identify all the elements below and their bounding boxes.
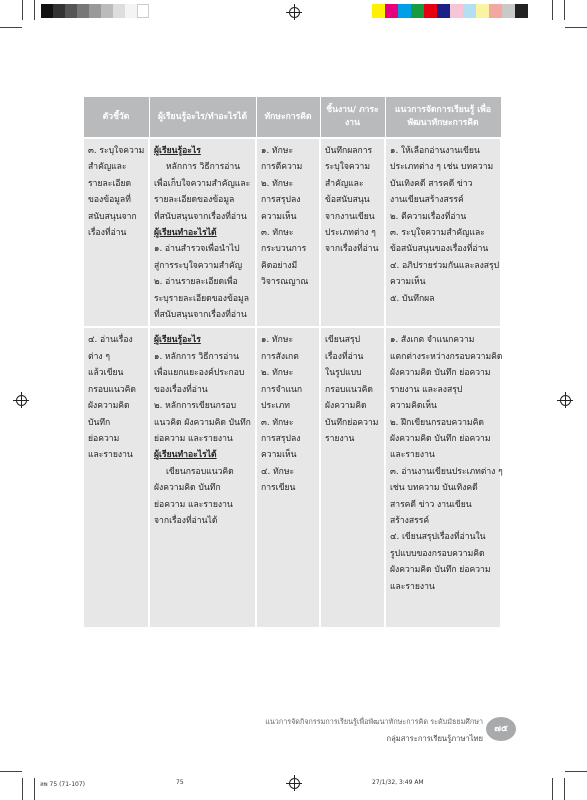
cell-thinking-skill — [256, 327, 320, 628]
cell-line: ผังความคิด — [88, 401, 130, 412]
cell-line: ย่อความ — [88, 433, 120, 444]
cell-line: และรายงาน — [390, 581, 435, 592]
page-number-badge: ๗๕ — [486, 717, 516, 741]
slug-date: 27/1/32, 3:49 AM — [372, 779, 424, 786]
cell-line: ๓. ทักษะ — [261, 228, 294, 239]
cell-line: ๓. อ่านงานเขียนประเภทต่าง ๆ — [390, 466, 503, 477]
cell-line: ความเห็น — [390, 277, 426, 288]
cell-line: ที่สนับสนุนจากเรื่องที่อ่าน — [154, 211, 247, 222]
cell-line: การสรุปลง — [261, 433, 301, 444]
header-work: ชิ้นงาน/ ภาระงาน — [320, 97, 385, 139]
cell-line: ที่สนับสนุนจากเรื่องที่อ่าน — [154, 310, 247, 321]
cell-line: เพื่อแยกแยะองค์ประกอบ — [154, 368, 245, 379]
slug-file: ลพ 75 (71-107) — [40, 781, 86, 788]
cell-indicator — [83, 327, 149, 628]
cell-line: สารคดี ข่าว งานเขียน — [390, 499, 472, 510]
cell-line: ๑. หลักการ วิธีการอ่าน — [154, 351, 240, 362]
cell-line: เรื่องที่อ่าน — [88, 228, 127, 239]
cell-line: กระบวนการ — [261, 244, 307, 255]
cell-line: ผู้เรียนทำอะไรได้ — [154, 228, 217, 239]
cell-line: บันทึกผลการ — [325, 146, 373, 156]
cell-line: ๑. สังเกต จำแนกความ — [390, 335, 475, 346]
cell-line: สำคัญและ — [325, 178, 364, 189]
cell-line: การสังเกต — [261, 351, 299, 362]
cell-line: การจำแนก — [261, 384, 303, 395]
cell-line: ๔. อภิปรายร่วมกันและลงสรุป — [390, 260, 500, 271]
cell-line: แตกต่างระหว่างกรอบความคิด — [390, 351, 503, 362]
cell-line: ระบุใจความ — [325, 162, 370, 173]
cell-line: กรอบแนวคิด — [325, 384, 374, 395]
cell-line: แนวคิด ผังความคิด บันทึก — [154, 417, 251, 428]
cell-line: รายละเอียดของข้อมูล — [154, 195, 235, 206]
cell-line: ข้อสนับสนุน — [325, 195, 370, 206]
cell-line: เรื่องที่อ่าน — [325, 351, 364, 362]
registration-mark-icon — [557, 392, 573, 408]
table-row — [83, 327, 501, 628]
cell-line: ผู้เรียนรู้อะไร — [154, 335, 201, 346]
cell-line: จากเรื่องที่อ่านได้ — [154, 515, 218, 526]
cell-line: ผู้เรียนรู้อะไร — [154, 146, 201, 156]
cell-line: ๒. ทักษะ — [261, 368, 294, 379]
cell-line: บันทึก — [88, 417, 111, 428]
table-header-row — [83, 97, 501, 139]
cell-line: ๒. อ่านรายละเอียดเพื่อ — [154, 277, 238, 288]
cell-line: สู่การระบุใจความสำคัญ — [154, 260, 243, 271]
cell-line: ๕. บันทึกผล — [390, 293, 435, 304]
cell-line: ๑. ทักษะ — [261, 335, 294, 346]
cell-line: ๔. ทักษะ — [261, 466, 295, 477]
registration-mark-icon — [286, 4, 302, 20]
cell-line: สำคัญและ — [88, 162, 127, 173]
cell-line: เพื่อเก็บใจความสำคัญและ — [154, 178, 251, 189]
table-row — [83, 138, 501, 327]
cell-line: ข้อสนับสนุนของเรื่องที่อ่าน — [390, 244, 489, 255]
cell-line: งานเขียนสร้างสรรค์ — [390, 195, 464, 206]
cell-thinking-skill — [256, 138, 320, 327]
cell-line: ๔. เขียนสรุปเรื่องที่อ่านใน — [390, 532, 486, 543]
cell-approach — [385, 327, 501, 628]
cell-line: เขียนกรอบแนวคิด — [166, 466, 234, 477]
cell-line: ผังความคิด บันทึก ย่อความ — [390, 565, 491, 576]
cell-line: และรายงาน — [88, 450, 133, 461]
cell-line: รายงาน และลงสรุป — [390, 384, 463, 395]
header-indicator: ตัวชี้วัด — [83, 97, 149, 139]
header-thinking-skill: ทักษะการคิด — [256, 97, 320, 139]
footer-subject: กลุ่มสาระการเรียนรู้ภาษาไทย — [386, 734, 483, 743]
header-learning: ผู้เรียนรู้อะไร/ทำอะไรได้ — [149, 97, 256, 139]
cell-line: รูปแบบของกรอบความคิด — [390, 548, 485, 559]
indicator-table — [82, 96, 502, 629]
cell-line: สนับสนุนจาก — [88, 211, 137, 222]
cell-line: ผังความคิด บันทึก — [154, 483, 221, 494]
cell-line: ๒. ทักษะ — [261, 178, 294, 189]
cell-work — [320, 138, 385, 327]
cell-line: การสรุปลง — [261, 195, 301, 206]
cell-line: คิดอย่างมี — [261, 260, 298, 271]
cell-learning — [149, 138, 256, 327]
cell-line: ๓. ทักษะ — [261, 417, 294, 428]
registration-mark-icon — [286, 775, 302, 791]
cell-line: สร้างสรรค์ — [390, 515, 430, 526]
cell-line: ประเภทต่าง ๆ เช่น บทความ — [390, 162, 494, 173]
cell-line: ผังความคิด บันทึก ย่อความ — [390, 433, 491, 444]
cell-line: ของเรื่องที่อ่าน — [154, 384, 208, 395]
cell-line: ผังความคิด — [325, 401, 367, 412]
cell-line: บันเทิงคดี สารคดี ข่าว — [390, 178, 473, 189]
cell-line: ย่อความ และรายงาน — [154, 433, 233, 444]
cell-line: ในรูปแบบ — [325, 368, 362, 379]
cell-line: จากงานเขียน — [325, 211, 375, 222]
cell-line: ประเภทต่าง ๆ — [325, 228, 376, 239]
footer-book-title: แนวการจัดกิจกรรมการเรียนรู้เพื่อพัฒนาทักษะการคิด ระดับมัธยมศึกษา — [265, 717, 483, 726]
cell-line: ความเห็น — [261, 211, 297, 222]
cell-approach — [385, 138, 501, 327]
cell-line: ย่อความ และรายงาน — [154, 499, 233, 510]
cell-line: การเขียน — [261, 483, 296, 494]
cell-line: ๑. อ่านสำรวจเพื่อนำไป — [154, 244, 240, 255]
cell-indicator — [83, 138, 149, 327]
header-approach: แนวการจัดการเรียนรู้ เพื่อพัฒนาทักษะการคิด — [385, 97, 501, 139]
registration-mark-icon — [13, 392, 29, 408]
cell-line: ความเห็น — [261, 450, 297, 461]
cell-line: รายละเอียด — [88, 178, 132, 189]
cell-line: ประเภท — [261, 401, 290, 412]
cell-line: ต่าง ๆ — [88, 351, 110, 362]
cell-line: ๒. หลักการเขียนกรอบ — [154, 401, 237, 412]
slug-page: 75 — [176, 779, 184, 786]
cell-line: ๒. ฝึกเขียนกรอบความคิด — [390, 417, 484, 428]
cell-line: แล้วเขียน — [88, 368, 124, 379]
cell-learning — [149, 327, 256, 628]
cell-line: ผังความคิด บันทึก ย่อความ — [390, 368, 491, 379]
cell-line: ๔. อ่านเรื่อง — [88, 335, 133, 346]
cell-line: เช่น บทความ บันเทิงคดี — [390, 483, 478, 494]
cell-line: ๓. ระบุใจความสำคัญและ — [390, 228, 485, 239]
cell-line: ของข้อมูลที่ — [88, 195, 131, 206]
cell-line: และรายงาน — [390, 450, 435, 461]
cell-line: หลักการ วิธีการอ่าน — [166, 162, 241, 173]
cell-line: ๑. ให้เลือกอ่านงานเขียน — [390, 146, 480, 156]
cell-line: ๓. ระบุใจความ — [88, 146, 145, 156]
cell-work — [320, 327, 385, 628]
cell-line: ๑. ทักษะ — [261, 146, 294, 156]
cell-line: บันทึกย่อความ — [325, 417, 379, 428]
cell-line: ผู้เรียนทำอะไรได้ — [154, 450, 217, 461]
cell-line: ๒. ตีความเรื่องที่อ่าน — [390, 211, 467, 222]
cell-line: รายงาน — [325, 433, 355, 444]
cell-line: การตีความ — [261, 162, 303, 173]
cell-line: เขียนสรุป — [325, 335, 361, 346]
cell-line: จากเรื่องที่อ่าน — [325, 244, 379, 255]
cell-line: วิจารณญาณ — [261, 277, 309, 288]
cell-line: ความคิดเห็น — [390, 401, 437, 412]
cell-line: กรอบแนวคิด — [88, 384, 137, 395]
cell-line: ระบุรายละเอียดของข้อมูล — [154, 293, 249, 304]
